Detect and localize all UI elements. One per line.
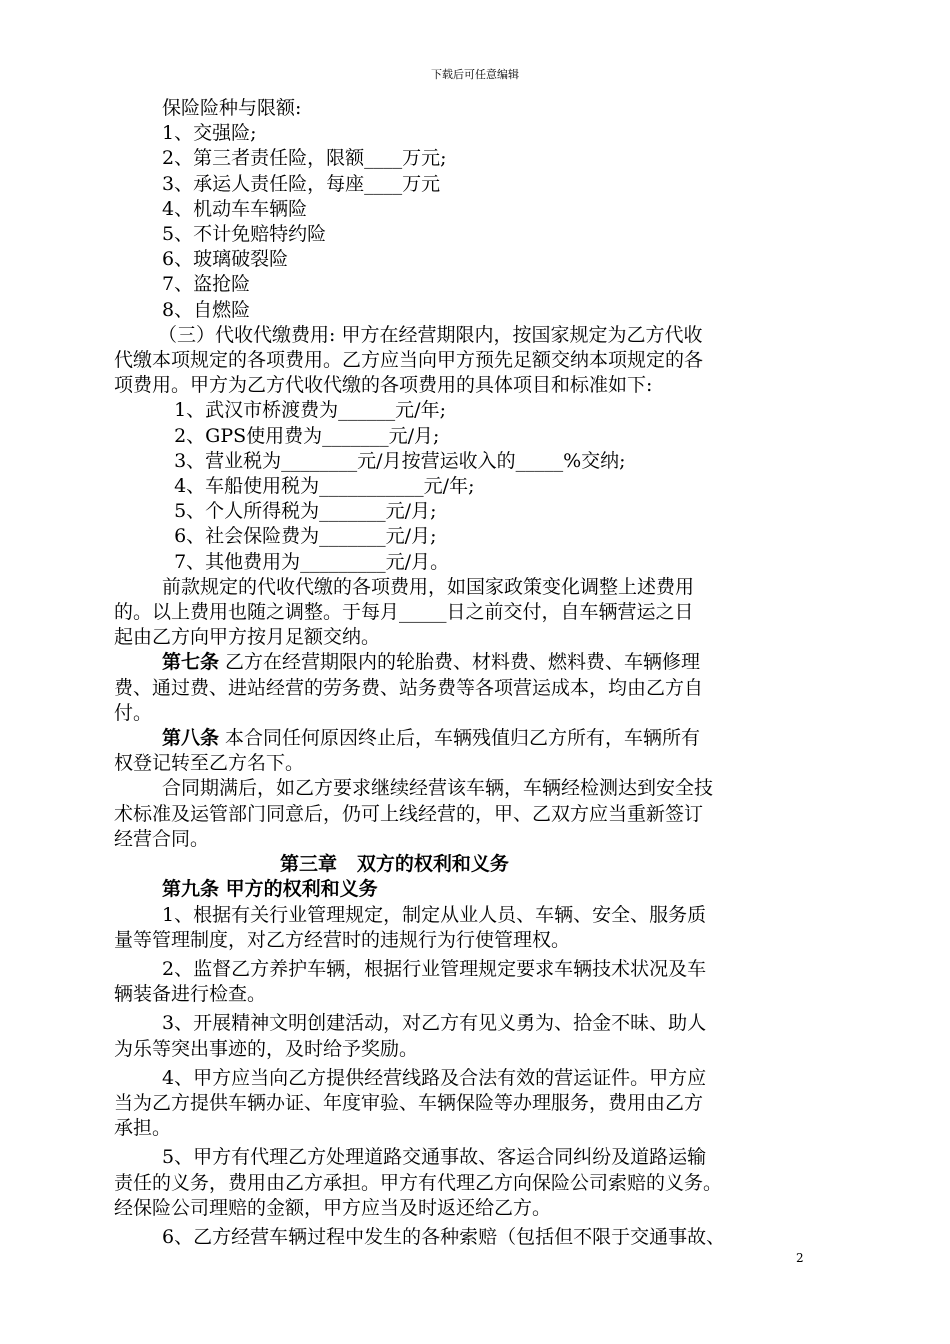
text-line: 付。 <box>114 701 153 724</box>
text-line: 权登记转至乙方名下。 <box>114 752 305 775</box>
text-line: 辆装备进行检查。 <box>114 983 267 1006</box>
text-line: 保险险种与限额: <box>162 97 302 119</box>
text-line: 8、自燃险 <box>162 298 251 321</box>
page-number: 2 <box>796 1251 804 1265</box>
article-9-title: 第九条 甲方的权利和义务 <box>162 878 378 901</box>
document-body <box>114 96 808 1250</box>
text-line: 5、不计免赔特约险 <box>162 223 327 246</box>
text-line: 6、社会保险费为_______元/月; <box>162 525 437 548</box>
text-line: 当为乙方提供车辆办证、年度审验、车辆保险等办理服务，费用由乙方 <box>114 1091 704 1114</box>
text-line: 项费用。甲方为乙方代收代缴的各项费用的具体项目和标准如下: <box>114 374 653 397</box>
text-line: 4、甲方应当向乙方提供经营线路及合法有效的营运证件。甲方应 <box>162 1066 707 1089</box>
text-line: 经营合同。 <box>114 827 210 850</box>
text-line: 6、玻璃破裂险 <box>162 248 289 271</box>
text-line: 2、GPS使用费为_______元/月; <box>162 424 440 447</box>
article-label: 第七条 <box>162 651 220 674</box>
text-line: 1、武汉市桥渡费为______元/年; <box>162 399 446 422</box>
text-line: 为乐等突出事迹的，及时给予奖励。 <box>114 1037 419 1060</box>
text-line: 2、监督乙方养护车辆，根据行业管理规定要求车辆技术状况及车 <box>162 957 707 980</box>
text-line: 7、其他费用为_________元/月。 <box>162 550 450 573</box>
text-line: 5、个人所得税为_______元/月; <box>162 500 437 523</box>
text-line: 1、根据有关行业管理规定，制定从业人员、车辆、安全、服务质 <box>162 903 707 926</box>
text-line: 的。以上费用也随之调整。于每月_____日之前交付，自车辆营运之日 <box>114 601 694 624</box>
text-line: 1、交强险; <box>162 122 257 145</box>
text-line: 3、承运人责任险，每座____万元 <box>162 172 441 195</box>
text-line: 前款规定的代收代缴的各项费用，如国家政策变化调整上述费用 <box>162 575 695 598</box>
text-line: （三）代收代缴费用: 甲方在经营期限内，按国家规定为乙方代收 <box>158 323 703 346</box>
text-line: 5、甲方有代理乙方处理道路交通事故、客运合同纠纷及道路运输 <box>162 1146 707 1169</box>
text-line: 乙方在经营期限内的轮胎费、材料费、燃料费、车辆修理 <box>219 651 701 674</box>
text-line: 起由乙方向甲方按月足额交纳。 <box>114 626 381 649</box>
text-line: 费、通过费、进站经营的劳务费、站务费等各项营运成本，均由乙方自 <box>114 676 704 699</box>
text-line: 经保险公司理赔的金额，甲方应当及时返还给乙方。 <box>114 1196 552 1219</box>
article-7 <box>162 650 808 675</box>
text-line: 7、盗抢险 <box>162 273 251 296</box>
article-label: 第八条 <box>162 727 220 750</box>
text-line: 4、机动车车辆险 <box>162 197 308 220</box>
chapter-title: 第三章 双方的权利和义务 <box>280 853 509 876</box>
text-line: 2、第三者责任险，限额____万元; <box>162 147 447 170</box>
text-line: 3、营业税为________元/月按营运收入的_____%交纳; <box>162 449 626 472</box>
text-line: 代缴本项规定的各项费用。乙方应当向甲方预先足额交纳本项规定的各 <box>114 349 704 372</box>
text-line: 3、开展精神文明创建活动，对乙方有见义勇为、拾金不昧、助人 <box>162 1012 707 1035</box>
text-line: 术标准及运管部门同意后，仍可上线经营的，甲、乙双方应当重新签订 <box>114 802 704 825</box>
text-line: 合同期满后，如乙方要求继续经营该车辆，车辆经检测达到安全技 <box>162 777 714 800</box>
text-line: 6、乙方经营车辆过程中发生的各种索赔（包括但不限于交通事故、 <box>162 1225 726 1248</box>
text-line: 量等管理制度，对乙方经营时的违规行为行使管理权。 <box>114 928 571 951</box>
text-line: 本合同任何原因终止后，车辆残值归乙方所有，车辆所有 <box>219 727 701 750</box>
text-line: 责任的义务，费用由乙方承担。甲方有代理乙方向保险公司索赔的义务。 <box>114 1171 723 1194</box>
text-line: 4、车船使用税为___________元/年; <box>162 475 475 498</box>
page-header: 下载后可任意编辑 <box>431 68 519 81</box>
article-8 <box>162 726 808 751</box>
text-line: 承担。 <box>114 1117 172 1140</box>
